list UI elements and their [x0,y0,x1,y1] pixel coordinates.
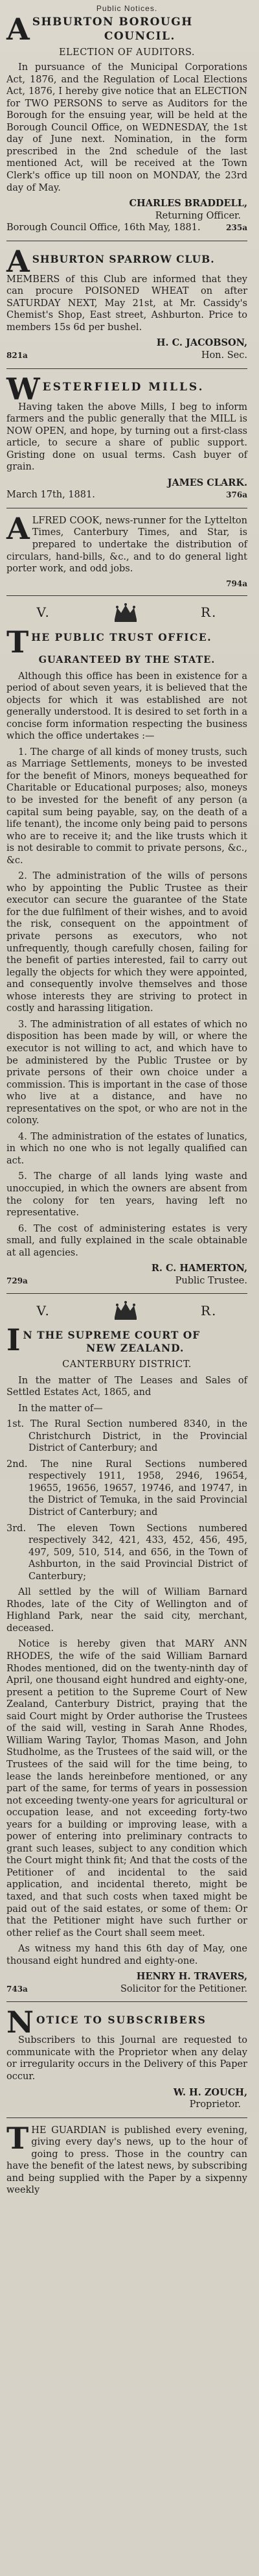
auditors-subheading: ELECTION OF AUDITORS. [58,47,196,58]
cook-ref: 794a [226,578,247,588]
court-ref: 743a [6,1984,28,1994]
court-signature: HENRY H. TRAVERS, [136,1971,247,1983]
mills-signature: JAMES CLARK. [167,477,247,488]
court-lot: 2nd. The nine Rural Sections numbered respectively 1911, 1958, 2946, 19654, 19655, 19656, 19657, 19746, and 19747, in the District of Temuka, in the said Provincial District of Canterbury; and [6,1459,247,1518]
court-lot: 1st. The Rural Section numbered 8340, in the Christchurch District, in the Provincial District of Canterbury; and [6,1419,247,1454]
auditors-ref: 235a [226,223,247,233]
dropcap: N [6,2005,34,2040]
auditors-role: Returning Officer. [155,210,241,221]
divider [6,1293,247,1294]
mills-heading: ESTERFIELD MILLS. [42,380,205,394]
dropcap: W [6,371,40,407]
vr-emblem [6,602,247,623]
subscribers-heading: OTICE TO SUBSCRIBERS [36,2014,207,2027]
public-trust-notice [6,602,247,1287]
mills-date: March 17th, 1881. [6,490,95,501]
dropcap: A [6,510,30,546]
emblem-left: V. [36,1302,51,1318]
royal-crest-icon [111,1300,141,1321]
auditors-place-date: Borough Council Office, 16th May, 1881. [6,222,201,233]
dropcap: T [6,2120,29,2156]
dropcap: T [6,625,29,660]
trust-item: 2. The administration of the wills of persons who by appointing the Public Trustee as their executor can secure the guarantee of the State for the due fulfilment of their wishes, and to avoid the risk, consequent on the appointment of private persons as executors, who not unfrequently, though carefully chosen, failing for the benefit of parties interested, fail to carry out legally the objects for which they were appointed, and consequently involve themselves and those whose interests they are striving to protect in costly and harassing litigation. [6,871,247,1014]
divider [6,595,247,596]
emblem-left: V. [36,604,51,621]
court-witness: As witness my hand this 6th day of May, one thousand eight hundred and eighty-one. [6,1944,247,1966]
trust-item: 3. The administration of all estates of which no disposition has been made by will, or where the executor is not willing to act, and which have to be administered by the Public Trustee or by private persons of their own choice under a commission. This is important in the case of those who live at a distance, and have no representatives on the spot, or who are not in the colony. [6,1019,247,1127]
supreme-court-notice [6,1300,247,1995]
dropcap: A [6,12,30,47]
trust-subheading: GUARANTEED BY THE STATE. [38,654,216,665]
subscribers-notice [6,2005,247,2110]
court-matter-2: In the matter of— [18,1403,103,1414]
mills-body: Having taken the above Mills, I beg to inform farmers and the public generally that the MILL is NOW OPEN, and hope, by turning out a first-class article, to secure a share of public support. Gristing done on usual terms. Cash buyer of grain. [6,401,247,473]
sparrow-heading: SHBURTON SPARROW CLUB. [32,252,215,265]
court-settled-by: All settled by the will of William Barnard Rhodes, late of the City of Wellington and of Highland Park, near the said city, merchant, deceased. [6,1587,247,1634]
court-notice-body: Notice is hereby given that MARY ANN RHODES, the wife of the said William Barnard Rhodes mentioned, did on the twenty-ninth day of April, one thousand eight hundred and eighty-one, present a petition to the Supreme Court of New Zealand, Canterbury District, praying that the said Court might by Order authorise the Trustees of the said will, vesting in Sarah Anne Rhodes, William Waring Taylor, Thomas Mason, and John Studholme, as the Trustees of the said will, or the Trustees of the said will for the time being, to lease the lands hereinbefore mentioned, or any part of the same, for terms of years in possession not exceeding twenty-one years for agricultural or occupation lease, and not exceeding forty-two years for a building or improving lease, with a power of entering into preliminary contracts to grant such leases, subject to any condition which the Court might think fit; And that the costs of the Petitioner of and incidental to the said application, and incidental thereto, might be taxed, and that such costs when taxed might be paid out of the said estates, or some of them: Or that the Petitioner might have such further or other relief as the Court shall seem meet. [6,1639,247,1938]
court-role: Solicitor for the Petitioner. [120,1983,247,1994]
trust-item: 1. The charge of all kinds of money trusts, such as Marriage Settlements, moneys to be invested for the benefit of Minors, moneys bequeathed for Charitable or Educational purposes; also, moneys to be invested for the benefit of any person (a capital sum being payable, say, on the death of a life tenant), the income only being paid to persons who are to receive it; and the like trusts which it is not desirable to commit to private persons, &c., &c. [6,746,247,866]
trust-item: 5. The charge of all lands lying waste and unoccupied, in which the owners are absent from the colony for ten years, having left no representative. [6,1171,247,1219]
court-matter-1: In the matter of The Leases and Sales of Settled Estates Act, 1865, and [6,1375,247,1398]
trust-item: 4. The administration of the estates of lunatics, in which no one who is not legally qualified can act. [6,1131,247,1166]
mills-ref: 376a [226,490,247,500]
court-heading-1: N THE SUPREME COURT OF [23,1329,201,1342]
emblem-right: R. [201,1302,218,1318]
royal-crest-icon [111,602,141,623]
sparrow-club-notice [6,243,247,362]
auditors-heading-2: COUNCIL. [104,29,175,43]
divider [6,2117,247,2118]
divider [6,2001,247,2002]
auditors-heading-1: SHBURTON BOROUGH [32,16,193,29]
auditors-signature: CHARLES BRADDELL, [129,198,247,209]
westerfield-mills-notice [6,371,247,501]
trust-role: Public Trustee. [175,1275,247,1286]
emblem-right: R. [201,604,218,621]
subscribers-body: Subscribers to this Journal are requested to communicate with the Proprietor when any delay or irregularity occurs in the Delivery of this Paper occur. [6,2035,247,2082]
trust-heading: HE PUBLIC TRUST OFFICE. [31,631,212,643]
alfred-cook-notice [6,510,247,589]
divider [6,368,247,369]
cook-body: LFRED COOK, news-runner for the Lyttelton Times, Canterbury Times, and Star, is prepared to undertake the distribution of circulars, hand-bills, &c., and to do general light porter work, and odd jobs. [6,515,247,575]
sparrow-body: MEMBERS of this Club are informed that they can procure POISONED WHEAT on after SATURDAY NEXT, May 21st, at Mr. Cassidy's Chemist's Shop, East street, Ashburton. Price to members 15s 6d per bushel. [6,274,247,333]
court-heading-2: NEW ZEALAND. [86,1342,185,1355]
trust-ref: 729a [6,1276,28,1285]
dropcap: A [6,243,30,279]
sparrow-role: Hon. Sec. [201,350,247,361]
auditors-body: In pursuance of the Municipal Corporations Act, 1876, and the Regulation of Local Elections Act, 1876, I hereby give notice that an ELECTION for TWO PERSONS to serve as Auditors for the Borough for the ensuing year, will be held at the Borough Council Office, on WEDNESDAY, the 1st day of June next. Nomination, in the form prescribed in the 2nd schedule of the last mentioned Act, will be received at the Town Clerk's office up till noon on MONDAY, the 23rd day of May. [6,62,247,193]
vr-emblem [6,1300,247,1321]
guardian-body: HE GUARDIAN is published every evening, giving every day's news, up to the hour of going to press. Those in the country can have the benefit of the latest news, by subscribing and being supplied with the Paper by a sixpenny weekly [6,2125,247,2196]
trust-signature: R. C. HAMERTON, [151,1263,247,1274]
guardian-notice [6,2120,247,2197]
dropcap: I [6,1322,21,1358]
court-lot: 3rd. The eleven Town Sections numbered respectively 342, 421, 433, 452, 456, 495, 497, 509, 510, 514, and 656, in the Town of Ashburton, in the said Provincial District of Canterbury; [6,1523,247,1582]
trust-intro: Although this office has been in existence for a period of about seven years, it is believed that the objects for which it was established are not generally understood. It is desired to set forth in a concise form information respecting the business which the office undertakes :— [6,671,247,742]
subscribers-role: Proprietor. [189,2099,241,2110]
court-district: CANTERBURY DISTRICT. [62,1359,192,1370]
sparrow-signature: H. C. JACOBSON, [156,337,247,349]
subscribers-signature: W. H. ZOUCH, [173,2086,247,2098]
sparrow-ref: 821a [6,350,28,360]
trust-item: 6. The cost of administering estates is very small, and fully explained in the scale obtainable at all agencies. [6,1223,247,1258]
column-header: Public Notices. [96,4,158,13]
auditors-notice [6,12,247,234]
